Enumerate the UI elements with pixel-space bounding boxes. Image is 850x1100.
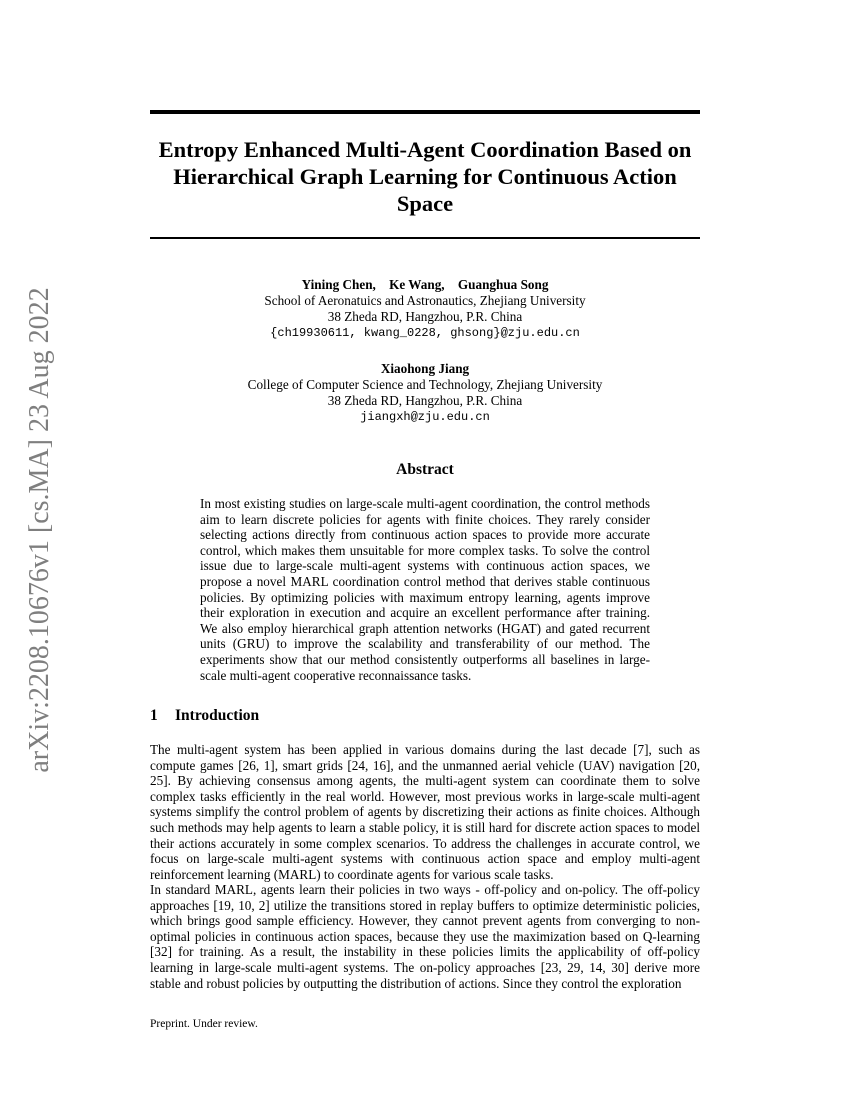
author-name: Guanghua Song bbox=[457, 277, 549, 292]
author-address: 38 Zheda RD, Hangzhou, P.R. China bbox=[327, 309, 523, 324]
paper-title: Entropy Enhanced Multi-Agent Coordination Based on Hierarchical Graph Learning for Continuous Action Space bbox=[158, 137, 692, 216]
author-affiliation: College of Computer Science and Technology, Zhejiang University bbox=[247, 377, 603, 392]
body-paragraph: The multi-agent system has been applied in various domains during the last decade [7], such as compute games [26, 1], smart grids [24, 16], and the unmanned aerial vehicle (UAV) navigation [20, 25]. By achieving consensus among agents, the multi-agent system can coordinate them to solve complex tasks efficiently in the real world. However, most previous works in large-scale multi-agent systems simplify the control problem of agents by discretizing their actions as finite choices. Although such methods may help agents to learn a stable policy, it is still hard for discrete action spaces to model their actions accurately in some complex scenarios. To address the challenges in accurate control, we focus on large-scale multi-agent systems with continuous action space and employ multi-agent reinforcement learning (MARL) to coordinate agents for various scale tasks. bbox=[150, 742, 700, 882]
author-affiliation: School of Aeronatuics and Astronautics, Zhejiang University bbox=[264, 293, 586, 308]
author-names bbox=[150, 277, 700, 293]
author-address: 38 Zheda RD, Hangzhou, P.R. China bbox=[327, 393, 523, 408]
abstract-heading: Abstract bbox=[396, 461, 454, 478]
section-heading bbox=[150, 707, 259, 725]
section-number: 1 bbox=[150, 707, 158, 724]
section-title: Introduction bbox=[175, 707, 260, 724]
author-email: jiangxh@zju.edu.cn bbox=[360, 410, 490, 424]
author-block-1 bbox=[150, 277, 700, 341]
author-name: Xiaohong Jiang bbox=[380, 361, 470, 376]
title-bottom-rule bbox=[150, 237, 700, 239]
author-name: Ke Wang, bbox=[389, 277, 445, 292]
body-paragraph: In standard MARL, agents learn their policies in two ways - off-policy and on-policy. The off-policy approaches [19, 10, 2] utilize the transitions stored in replay buffers to optimize deterministic policies, which brings good sample efficiency. However, they cannot prevent agents from converging to non-optimal policies in continuous action spaces, because they use the maximization based on Q-learning [32] for training. As a result, the instability in these policies limits the applicability of off-policy learning in large-scale multi-agent systems. The on-policy approaches [23, 29, 14, 30] derive more stable and robust policies by outputting the distribution of actions. Since they control the exploration bbox=[150, 882, 700, 991]
arxiv-identifier-stamp bbox=[15, 260, 65, 800]
abstract-text: In most existing studies on large-scale multi-agent coordination, the control methods aim to learn discrete policies for agents with finite choices. They rarely consider selecting actions directly from continuous action spaces to provide more accurate control, which makes them unsuitable for more complex tasks. To solve the control issue due to large-scale multi-agent systems with continuous action spaces, we propose a novel MARL coordination control method that derives stable continuous policies. By optimizing policies with maximum entropy learning, agents improve their exploration in execution and acquire an excellent performance after training. We also employ hierarchical graph attention networks (HGAT) and gated recurrent units (GRU) to improve the scalability and transferability of our method. The experiments show that our method consistently outperforms all baselines in large-scale multi-agent cooperative reconnaissance tasks. bbox=[200, 496, 650, 683]
author-name: Yining Chen, bbox=[301, 277, 376, 292]
arxiv-id-text: arXiv:2208.10676v1 [cs.MA] 23 Aug 2022 bbox=[24, 287, 55, 773]
title-top-rule bbox=[150, 110, 700, 114]
author-email: {ch19930611, kwang_0228, ghsong}@zju.edu.cn bbox=[270, 326, 580, 340]
author-block-2 bbox=[150, 361, 700, 425]
page-footer: Preprint. Under review. bbox=[150, 1018, 258, 1030]
